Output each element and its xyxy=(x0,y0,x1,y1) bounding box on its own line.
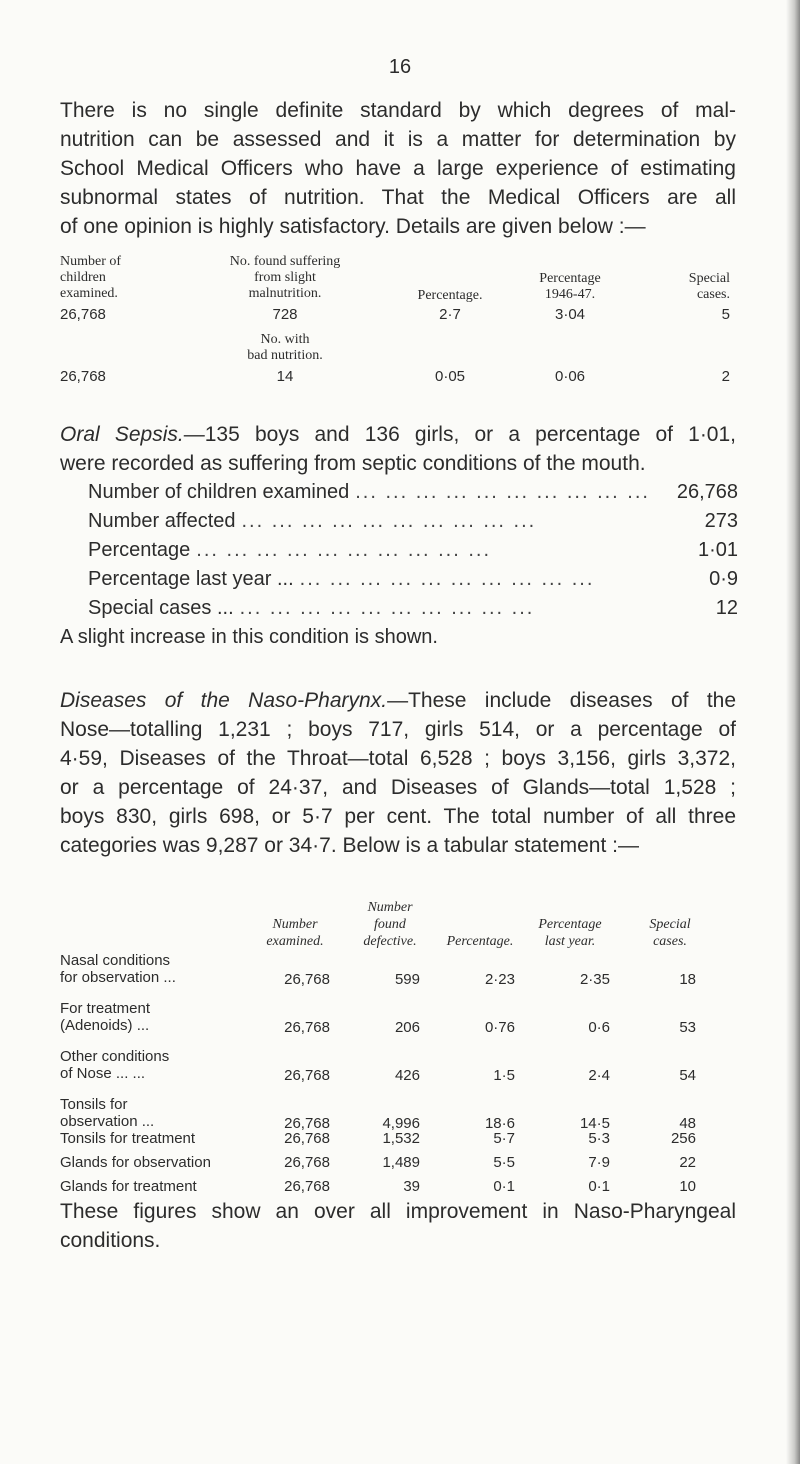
naso-pharynx-paragraph xyxy=(60,686,736,860)
table-row xyxy=(60,952,740,988)
cell: 3·04 xyxy=(554,306,586,323)
oral-sepsis-note: A slight increase in this condition is shown. xyxy=(60,626,438,648)
cell: 18·6 xyxy=(484,1115,515,1132)
cell: 0·05 xyxy=(434,368,466,385)
cell: 2·23 xyxy=(484,971,515,988)
cell: 39 xyxy=(403,1178,420,1195)
closing-line: These figures show an over all improvement in Naso-Pharyngeal xyxy=(60,1200,736,1223)
row-label: Glands for observation xyxy=(60,1154,211,1171)
header-percentage-last-year: Percentage last year. xyxy=(538,917,602,949)
cell: 1,532 xyxy=(382,1130,420,1147)
header-children-examined: Number of children examined. xyxy=(60,254,122,301)
naso-line: Nose—totalling 1,231 ; boys 717, girls 514, or a percentage of xyxy=(60,718,736,741)
cell: 599 xyxy=(394,971,420,988)
cell: 26,768 xyxy=(60,306,106,323)
header-special-cases: Special cases. xyxy=(649,917,691,949)
cell: 2·35 xyxy=(579,971,610,988)
cell: 5·3 xyxy=(588,1130,610,1147)
table-row xyxy=(60,1151,740,1171)
cell: 426 xyxy=(394,1067,420,1084)
list-item: Special cases ... ... ... ... ... ... ... ... ... ... ... 12 xyxy=(88,594,738,623)
row-label: Glands for treatment xyxy=(60,1178,197,1195)
leader-dots: ... ... ... ... ... ... ... ... ... ... xyxy=(299,568,595,590)
page-edge-shadow xyxy=(786,0,800,1464)
row-label: Nasal conditions for observation ... xyxy=(60,952,176,986)
cell: 206 xyxy=(394,1019,420,1036)
cell: 256 xyxy=(670,1130,696,1147)
row-label: Tonsils for treatment xyxy=(60,1130,196,1147)
cell: 26,768 xyxy=(284,1178,330,1195)
cell: 18 xyxy=(679,971,696,988)
intro-line: subnormal states of nutrition. That the Medical Officers are all xyxy=(60,186,736,209)
cell: 5·7 xyxy=(493,1130,515,1147)
cell: 26,768 xyxy=(284,1115,330,1132)
cell: 26,768 xyxy=(284,971,330,988)
intro-line: There is no single definite standard by which degrees of mal- xyxy=(60,99,736,122)
page-number: 16 xyxy=(388,56,412,78)
cell: 5·5 xyxy=(493,1154,515,1171)
cell: 26,768 xyxy=(284,1019,330,1036)
cell: 54 xyxy=(679,1067,696,1084)
bad-nutrition-label: No. with bad nutrition. xyxy=(247,332,323,363)
header-percentage: Percentage. xyxy=(446,934,514,949)
closing-line: conditions. xyxy=(60,1229,161,1252)
oral-sepsis-line: Oral Sepsis.—135 boys and 136 girls, or a percentage of 1·01, xyxy=(60,423,737,446)
cell: 53 xyxy=(679,1019,696,1036)
cell: 0·76 xyxy=(484,1019,515,1036)
naso-line: boys 830, girls 698, or 5·7 per cent. The total number of all three xyxy=(60,805,736,828)
cell: 2·4 xyxy=(588,1067,610,1084)
cell: 1·5 xyxy=(493,1067,515,1084)
header-special-cases: Special cases. xyxy=(688,271,730,302)
oral-sepsis-list xyxy=(88,478,738,623)
intro-line: nutrition can be assessed and it is a matter for determination by xyxy=(60,128,736,151)
naso-pharynx-table xyxy=(60,898,740,1318)
naso-line: Diseases of the Naso-Pharynx.—These include diseases of the xyxy=(60,689,737,712)
table-row xyxy=(60,1000,740,1036)
naso-line: or a percentage of 24·37, and Diseases of Glands—total 1,528 ; xyxy=(60,776,736,799)
row-label: Other conditions of Nose ... ... xyxy=(60,1048,170,1082)
oral-sepsis-paragraph xyxy=(60,420,736,478)
leader-dots: ... ... ... ... ... ... ... ... ... ... xyxy=(241,510,537,532)
cell: 5 xyxy=(721,306,730,323)
cell: 4,996 xyxy=(382,1115,420,1132)
cell: 14·5 xyxy=(579,1115,610,1132)
list-item: Percentage ... ... ... ... ... ... ... ... ... ... 1·01 xyxy=(88,536,738,565)
naso-heading: Diseases of the Naso-Pharynx. xyxy=(60,689,388,712)
row-label: For treatment (Adenoids) ... xyxy=(60,1000,151,1034)
row-label: Tonsils for observation ... xyxy=(60,1096,155,1130)
table-row xyxy=(60,1127,740,1147)
list-item: Percentage last year ... ... ... ... ... ... ... ... ... ... ... 0·9 xyxy=(88,565,738,594)
cell: 2·7 xyxy=(439,306,461,323)
list-item: Number of children examined ... ... ... ... ... ... ... ... ... ... 26,768 xyxy=(88,478,738,507)
table-row xyxy=(60,1175,740,1195)
naso-line: categories was 9,287 or 34·7. Below is a tabular statement :— xyxy=(60,834,639,857)
leader-dots: ... ... ... ... ... ... ... ... ... ... xyxy=(239,597,535,619)
cell: 26,768 xyxy=(284,1067,330,1084)
table-row xyxy=(60,1048,740,1084)
cell: 22 xyxy=(679,1154,696,1171)
cell: 0·1 xyxy=(493,1178,515,1195)
header-found-suffering: No. found suffering from slight malnutrition. xyxy=(229,254,341,301)
cell: 26,768 xyxy=(60,368,106,385)
cell: 7·9 xyxy=(588,1154,610,1171)
cell: 10 xyxy=(679,1178,696,1195)
header-number-examined: Number examined. xyxy=(266,917,324,949)
cell: 2 xyxy=(721,368,730,385)
intro-paragraph xyxy=(60,96,736,241)
intro-line: of one opinion is highly satisfactory. Details are given below :— xyxy=(60,215,646,238)
oral-sepsis-heading: Oral Sepsis. xyxy=(60,423,184,446)
header-percentage: Percentage. xyxy=(417,288,483,303)
leader-dots: ... ... ... ... ... ... ... ... ... ... xyxy=(196,539,492,561)
cell: 0·6 xyxy=(588,1019,610,1036)
cell: 26,768 xyxy=(284,1154,330,1171)
oral-sepsis-line: were recorded as suffering from septic conditions of the mouth. xyxy=(60,452,646,475)
header-percentage-1946: Percentage 1946-47. xyxy=(539,271,601,302)
cell: 0·1 xyxy=(588,1178,610,1195)
closing-paragraph xyxy=(60,1197,736,1255)
cell: 1,489 xyxy=(382,1154,420,1171)
cell: 0·06 xyxy=(554,368,586,385)
naso-line: 4·59, Diseases of the Throat—total 6,528 ; boys 3,156, girls 3,372, xyxy=(60,747,736,770)
intro-line: School Medical Officers who have a large experience of estimating xyxy=(60,157,736,180)
header-number-found-defective: Number found defective. xyxy=(363,900,417,949)
list-item: Number affected ... ... ... ... ... ... ... ... ... ... 273 xyxy=(88,507,738,536)
cell: 26,768 xyxy=(284,1130,330,1147)
leader-dots: ... ... ... ... ... ... ... ... ... ... xyxy=(355,481,650,503)
cell: 14 xyxy=(276,368,294,385)
cell: 48 xyxy=(679,1115,696,1132)
cell: 728 xyxy=(272,306,298,323)
